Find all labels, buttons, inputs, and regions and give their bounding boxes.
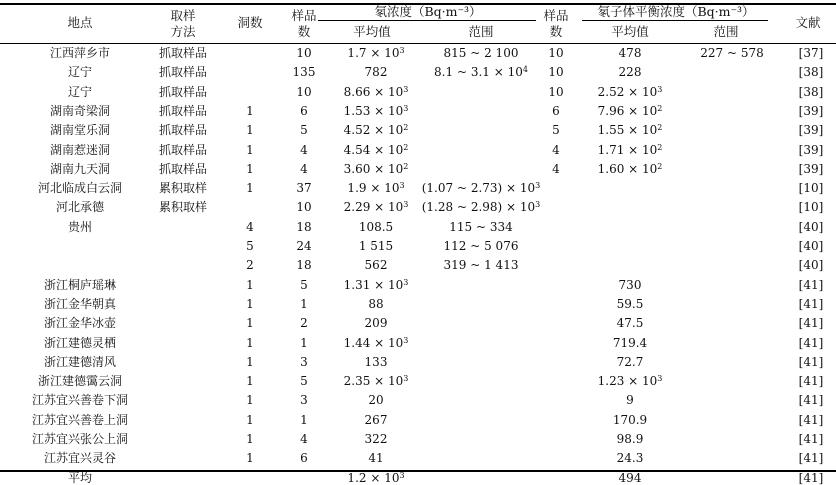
header-bottom-rule bbox=[0, 43, 836, 44]
cell-radon-mean: $1.53 \times 10^3$ bbox=[343, 103, 409, 118]
cell-daughter-mean: $1.71 \times 10^2$ bbox=[597, 142, 663, 157]
cell-caves: 1 bbox=[246, 161, 254, 176]
cell-method: 抓取样品 bbox=[158, 123, 208, 138]
cell-method: 抓取样品 bbox=[158, 161, 208, 176]
cell-radon-samples: 18 bbox=[296, 258, 312, 273]
cell-radon-samples: 4 bbox=[300, 432, 308, 446]
cell-reference: [40] bbox=[798, 239, 824, 253]
cell-reference: [41] bbox=[798, 316, 824, 331]
header-location: 地点 bbox=[67, 15, 93, 30]
cell-daughter-samples: 6 bbox=[552, 103, 560, 118]
header-ref: 文献 bbox=[795, 15, 821, 30]
header-radon-mean: 平均值 bbox=[353, 24, 391, 39]
cell-radon-samples: 2 bbox=[300, 316, 308, 331]
header-daughter-mean: 平均值 bbox=[611, 24, 649, 39]
cell-radon-samples: 135 bbox=[292, 65, 316, 80]
cell-radon-samples: 1 bbox=[300, 412, 308, 427]
cell-radon-range: 319 ~ 1 413 bbox=[443, 258, 519, 273]
cell-caves: 1 bbox=[246, 354, 254, 369]
cell-daughter-samples: 4 bbox=[552, 142, 560, 157]
cell-reference: [41] bbox=[798, 296, 824, 311]
header-daughter-range: 范围 bbox=[713, 24, 739, 39]
header-daughter: 氡子体平衡浓度（Bq·m⁻³） bbox=[597, 4, 755, 19]
cell-radon-mean: $1.7 \times 10^3$ bbox=[347, 46, 405, 60]
cell-radon-range: (1.07 ~ $2.73) \times 10^3$ bbox=[421, 181, 541, 196]
cell-radon-samples: 6 bbox=[300, 451, 308, 466]
cell-radon-range: 115 ~ 334 bbox=[449, 219, 513, 234]
cell-location: 河北临成白云洞 bbox=[37, 181, 123, 196]
cell-location: 辽宁 bbox=[67, 84, 93, 99]
cell-method: 抓取样品 bbox=[158, 46, 208, 60]
cell-caves: 2 bbox=[246, 258, 254, 273]
cell-radon-mean: 562 bbox=[364, 258, 388, 273]
cell-location: 湖南惹迷洞 bbox=[49, 142, 111, 157]
header-method-line2: 方法 bbox=[170, 24, 196, 39]
cell-location: 江苏宜兴善卷下洞 bbox=[31, 393, 129, 408]
cell-daughter-mean: 730 bbox=[618, 277, 642, 292]
header-samples2-line2: 数 bbox=[549, 24, 563, 39]
cell-daughter-mean: $1.55 \times 10^2$ bbox=[597, 123, 663, 138]
cell-caves: 1 bbox=[246, 181, 254, 196]
cell-location: 江苏宜兴灵谷 bbox=[43, 451, 117, 466]
cell-radon-samples: 4 bbox=[300, 142, 308, 157]
cell-location: 平均 bbox=[67, 470, 93, 485]
cell-daughter-samples: 4 bbox=[552, 161, 560, 176]
cell-radon-mean: 209 bbox=[364, 316, 388, 331]
cell-reference: [38] bbox=[798, 84, 824, 99]
header-samples2-line1: 样品 bbox=[543, 8, 569, 23]
cell-daughter-mean: 59.5 bbox=[616, 296, 644, 311]
cell-radon-range: (1.28 ~ $2.98) \times 10^3$ bbox=[421, 200, 541, 215]
cell-reference: [41] bbox=[798, 451, 824, 466]
cell-daughter-mean: 24.3 bbox=[616, 451, 644, 466]
cell-location: 辽宁 bbox=[67, 65, 93, 80]
cell-radon-samples: 24 bbox=[296, 239, 312, 253]
cell-location: 河北承德 bbox=[55, 200, 105, 215]
cell-daughter-mean: 170.9 bbox=[612, 412, 648, 427]
cell-daughter-mean: 478 bbox=[618, 46, 642, 60]
cell-radon-mean: 1 515 bbox=[358, 239, 394, 253]
cell-radon-samples: 3 bbox=[300, 354, 308, 369]
cell-caves: 1 bbox=[246, 296, 254, 311]
cell-reference: [41] bbox=[798, 277, 824, 292]
cell-location: 浙江金华朝真 bbox=[43, 296, 117, 311]
cell-method: 抓取样品 bbox=[158, 84, 208, 99]
cell-radon-samples: 3 bbox=[300, 393, 308, 408]
cell-radon-samples: 5 bbox=[300, 277, 308, 292]
cell-caves: 1 bbox=[246, 374, 254, 389]
cell-daughter-samples: 10 bbox=[548, 65, 564, 80]
cell-radon-samples: 1 bbox=[300, 296, 308, 311]
cell-daughter-mean: 47.5 bbox=[616, 316, 644, 331]
cell-radon-range: 8.1 ~ $3.1 \times 10^4$ bbox=[434, 65, 528, 80]
cell-radon-samples: 37 bbox=[296, 181, 312, 196]
cell-daughter-mean: 9 bbox=[626, 393, 634, 408]
cell-location: 浙江建德灵栖 bbox=[43, 335, 117, 350]
cell-radon-mean: $4.54 \times 10^2$ bbox=[343, 142, 409, 157]
cell-method: 抓取样品 bbox=[158, 142, 208, 157]
cell-caves: 1 bbox=[246, 432, 254, 446]
cell-location: 江苏宜兴善卷上洞 bbox=[31, 412, 129, 427]
cell-radon-mean: 20 bbox=[368, 393, 384, 408]
cell-radon-mean: $1.2 \times 10^3$ bbox=[347, 470, 405, 485]
cell-reference: [40] bbox=[798, 258, 824, 273]
cell-reference: [41] bbox=[798, 470, 824, 485]
header-samples1-line1: 样品 bbox=[291, 8, 317, 23]
cell-reference: [40] bbox=[798, 219, 824, 234]
header-radon: 氡浓度（Bq·m⁻³） bbox=[374, 4, 482, 19]
cell-radon-mean: $3.60 \times 10^2$ bbox=[343, 161, 409, 176]
cell-reference: [38] bbox=[798, 65, 824, 80]
cell-caves: 1 bbox=[246, 316, 254, 331]
cell-daughter-mean: 228 bbox=[618, 65, 642, 80]
cell-location: 浙江金华冰壶 bbox=[43, 316, 117, 331]
cell-radon-range: 815 ~ 2 100 bbox=[443, 46, 519, 60]
cell-daughter-mean: $1.60 \times 10^2$ bbox=[597, 161, 663, 176]
cell-location: 江苏宜兴张公上洞 bbox=[31, 432, 129, 446]
cell-reference: [37] bbox=[798, 46, 824, 60]
header-caves: 洞数 bbox=[237, 15, 263, 30]
cell-radon-samples: 10 bbox=[296, 46, 312, 60]
cell-daughter-mean: 494 bbox=[618, 470, 642, 485]
cell-daughter-range: 227 ~ 578 bbox=[700, 46, 764, 60]
cell-location: 湖南奇梁洞 bbox=[49, 103, 111, 118]
cell-reference: [41] bbox=[798, 374, 824, 389]
cell-radon-samples: 10 bbox=[296, 200, 312, 215]
cell-radon-mean: $1.44 \times 10^3$ bbox=[343, 335, 409, 350]
cell-reference: [41] bbox=[798, 393, 824, 408]
cell-radon-range: 112 ~ 5 076 bbox=[443, 239, 519, 253]
cell-caves: 1 bbox=[246, 142, 254, 157]
cell-radon-mean: $4.52 \times 10^2$ bbox=[343, 123, 409, 138]
cell-daughter-mean: $7.96 \times 10^2$ bbox=[597, 103, 663, 118]
header-method-line1: 取样 bbox=[170, 8, 196, 23]
cell-radon-samples: 5 bbox=[300, 374, 308, 389]
cell-method: 抓取样品 bbox=[158, 103, 208, 118]
cell-daughter-mean: $1.23 \times 10^3$ bbox=[597, 374, 663, 389]
cell-reference: [10] bbox=[798, 181, 824, 196]
cell-radon-mean: 133 bbox=[364, 354, 388, 369]
header-radon-range: 范围 bbox=[468, 24, 494, 39]
cell-reference: [41] bbox=[798, 432, 824, 446]
cell-caves: 1 bbox=[246, 335, 254, 350]
cell-reference: [10] bbox=[798, 200, 824, 215]
cell-caves: 1 bbox=[246, 393, 254, 408]
cell-radon-mean: 322 bbox=[364, 432, 388, 446]
cell-daughter-samples: 10 bbox=[548, 84, 564, 99]
cell-caves: 1 bbox=[246, 103, 254, 118]
cell-radon-mean: $2.35 \times 10^3$ bbox=[343, 374, 409, 389]
cell-radon-mean: $1.31 \times 10^3$ bbox=[343, 277, 409, 292]
cell-radon-samples: 10 bbox=[296, 84, 312, 99]
cell-reference: [39] bbox=[798, 142, 824, 157]
cell-radon-mean: 782 bbox=[364, 65, 388, 80]
cell-radon-mean: $1.9 \times 10^3$ bbox=[347, 181, 405, 196]
cell-location: 贵州 bbox=[67, 219, 93, 234]
cell-radon-mean: 41 bbox=[368, 451, 384, 466]
cell-reference: [41] bbox=[798, 335, 824, 350]
cell-method: 抓取样品 bbox=[158, 65, 208, 80]
cell-reference: [39] bbox=[798, 161, 824, 176]
cell-location: 浙江建德清风 bbox=[43, 354, 117, 369]
cell-reference: [39] bbox=[798, 123, 824, 138]
cell-radon-mean: $8.66 \times 10^3$ bbox=[343, 84, 409, 99]
cell-reference: [41] bbox=[798, 412, 824, 427]
cell-reference: [39] bbox=[798, 103, 824, 118]
cell-radon-mean: 108.5 bbox=[358, 219, 394, 234]
cell-reference: [41] bbox=[798, 354, 824, 369]
cell-caves: 1 bbox=[246, 451, 254, 466]
daughter-group-underline bbox=[582, 20, 768, 21]
cell-radon-samples: 18 bbox=[296, 219, 312, 234]
cell-method: 累积取样 bbox=[158, 181, 208, 196]
cell-radon-mean: 88 bbox=[368, 296, 384, 311]
cell-caves: 5 bbox=[246, 239, 254, 253]
cell-caves: 4 bbox=[246, 219, 254, 234]
cell-location: 湖南九天洞 bbox=[49, 161, 111, 176]
cell-location: 江西萍乡市 bbox=[49, 46, 111, 60]
cell-daughter-mean: 719.4 bbox=[612, 335, 648, 350]
radon-group-underline bbox=[318, 20, 536, 21]
cell-caves: 1 bbox=[246, 277, 254, 292]
cell-daughter-mean: 72.7 bbox=[616, 354, 644, 369]
cell-radon-mean: $2.29 \times 10^3$ bbox=[343, 200, 409, 215]
cell-caves: 1 bbox=[246, 123, 254, 138]
cell-daughter-mean: $2.52 \times 10^3$ bbox=[597, 84, 663, 99]
cell-daughter-mean: 98.9 bbox=[616, 432, 644, 446]
cell-daughter-samples: 10 bbox=[548, 46, 564, 60]
cell-location: 浙江桐庐瑶琳 bbox=[43, 277, 117, 292]
cell-radon-samples: 5 bbox=[300, 123, 308, 138]
cell-caves: 1 bbox=[246, 412, 254, 427]
cell-method: 累积取样 bbox=[158, 200, 208, 215]
cell-daughter-samples: 5 bbox=[552, 123, 560, 138]
cell-location: 湖南堂乐洞 bbox=[49, 123, 111, 138]
cell-radon-samples: 1 bbox=[300, 335, 308, 350]
cell-location: 浙江建德霭云洞 bbox=[37, 374, 123, 389]
table-bottom-rule bbox=[0, 470, 836, 472]
cell-radon-mean: 267 bbox=[364, 412, 388, 427]
cell-radon-samples: 6 bbox=[300, 103, 308, 118]
cell-radon-samples: 4 bbox=[300, 161, 308, 176]
header-samples1-line2: 数 bbox=[297, 24, 311, 39]
